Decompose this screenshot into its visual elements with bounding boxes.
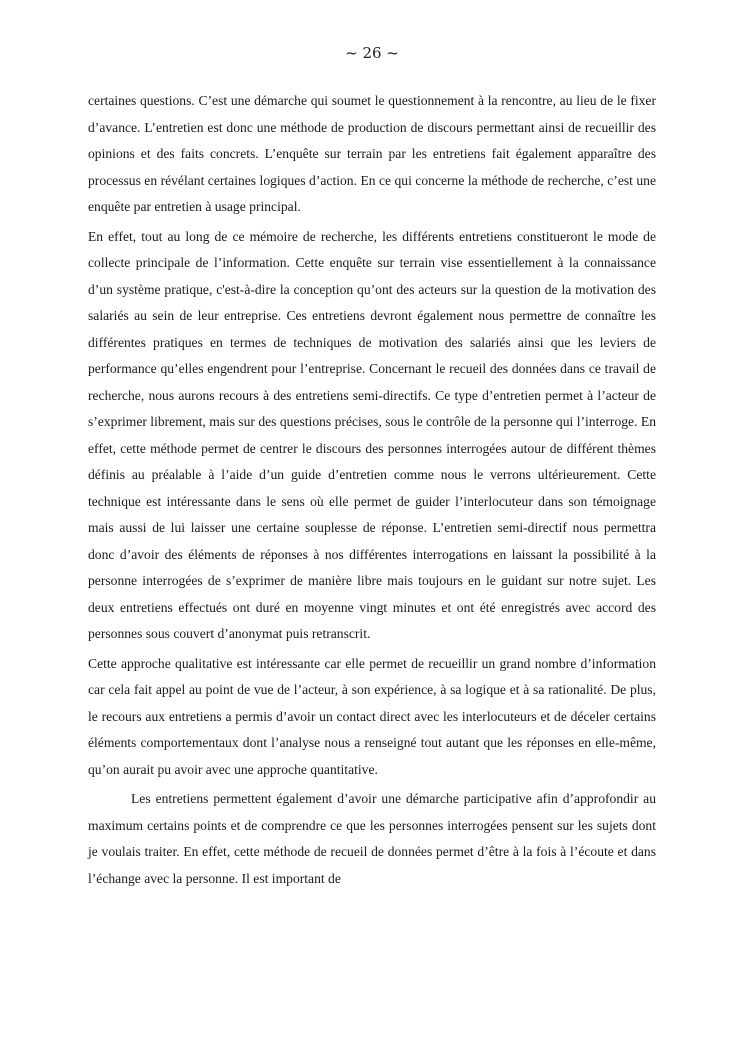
paragraph-3: Cette approche qualitative est intéressante car elle permet de recueillir un grand nombre d’information car cela fait appel au point de vue de l’acteur, à son expérience, à sa logique et à sa rationalité. De plus, le recours aux entretiens a permis d’avoir un contact direct avec les interlocuteurs et de déceler certains éléments comportementaux dont l’analyse nous a renseigné tout autant que les réponses en elle-même, qu’on aurait pu avoir avec une approche quantitative. <box>88 655 656 777</box>
paragraph-2: En effet, tout au long de ce mémoire de recherche, les différents entretiens constitueront le mode de collecte principale de l’information. Cette enquête sur terrain vise essentiellement à la connaissance d’un système pratique, c'est-à-dire la conception qu’ont des acteurs sur la question de la motivation des salariés au sein de leur entreprise. Ces entretiens devront également nous permettre de connaître les différentes pratiques en termes de techniques de motivation des salariés ainsi que les leviers de performance qu’elles engendrent pour l’entreprise. Concernant le recueil des données dans ce travail de recherche, nous aurons recours à des entretiens semi-directifs. Ce type d’entretien permet à l’acteur de s’exprimer librement, mais sur des questions précises, sous le contrôle de la personne qui l’interroge. En effet, cette méthode permet de centrer le discours des personnes interrogées autour de différent thèmes définis au préalable à l’aide d’un guide d’entretien comme nous le verrons ultérieurement. Cette technique est intéressante dans le sens où elle permet de guider l’interlocuteur dans son témoignage mais aussi de lui laisser une certaine souplesse de réponse. L’entretien semi-directif nous permettra donc d’avoir des éléments de réponses à nos différentes interrogations en laissant la possibilité à la personne interrogées de s’exprimer de manière libre mais toujours en le guidant sur notre sujet. Les deux entretiens effectués ont duré en moyenne vingt minutes et ont été enregistrés avec accord des personnes sous couvert d’anonymat puis retranscrit. <box>88 228 656 641</box>
body-text <box>88 88 656 895</box>
page-number: ~ 26 ~ <box>345 44 399 62</box>
paragraph-4: Les entretiens permettent également d’avoir une démarche participative afin d’approfondir au maximum certains points et de comprendre ce que les personnes interrogées pensent sur les sujets dont je voulais traiter. En effet, cette méthode de recueil de données permet d’être à la fois à l’écoute et dans l’échange avec la personne. Il est important de <box>88 791 656 886</box>
paragraph-1: certaines questions. C’est une démarche qui soumet le questionnement à la rencontre, au lieu de le fixer d’avance. L’entretien est donc une méthode de production de discours permettant ainsi de recueillir des opinions et des faits concrets. L’enquête sur terrain par les entretiens fait également apparaître des processus en révélant certaines logiques d’action. En ce qui concerne la méthode de recherche, c’est une enquête par entretien à usage principal. <box>88 93 656 214</box>
